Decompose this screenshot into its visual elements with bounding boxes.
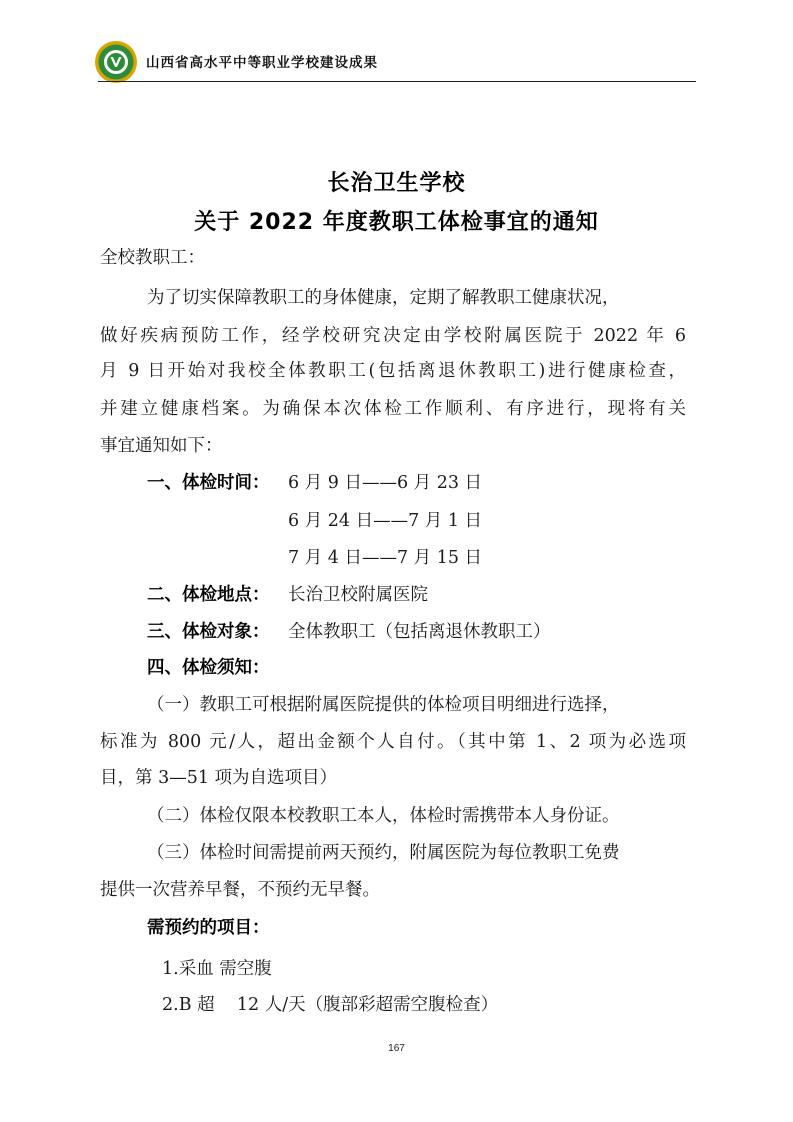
intro-line-3: 月 9 日开始对我校全体教职工(包括离退休教职工)进行健康检查， (100, 361, 686, 381)
intro-line-2: 做好疾病预防工作，经学校研究决定由学校附属医院于 2022 年 6 (100, 326, 686, 346)
time-range-3: 7 月 4 日——7 月 15 日 (288, 548, 483, 568)
header-divider (98, 81, 696, 82)
time-label: 一、体检时间： (147, 473, 270, 493)
place-value: 长治卫校附属医院 (288, 585, 428, 605)
document-title-notice: 关于 2022 年度教职工体检事宜的通知 (194, 210, 599, 235)
intro-line-1: 为了切实保障教职工的身体健康，定期了解教职工健康状况， (147, 288, 620, 308)
appointment-label: 需预约的项目： (147, 918, 270, 938)
notice-line-1: （一）教职工可根据附属医院提供的体检项目明细进行选择， (147, 695, 620, 715)
target-value: 全体教职工（包括离退休教职工） (288, 622, 551, 642)
salutation: 全校教职工： (100, 248, 205, 268)
page-header (0, 0, 793, 86)
time-range-2: 6 月 24 日——7 月 1 日 (288, 511, 483, 531)
school-emblem-logo (94, 40, 138, 84)
intro-line-5: 事宜通知如下： (100, 436, 223, 456)
place-label: 二、体检地点： (147, 585, 270, 605)
appointment-item-1: 1.采血 需空腹 (162, 959, 272, 979)
time-range-1: 6 月 9 日——6 月 23 日 (288, 473, 483, 493)
header-title: 山西省高水平中等职业学校建设成果 (146, 55, 378, 71)
appointment-item-2: 2.B 超 12 人/天（腹部彩超需空腹检查） (162, 995, 499, 1015)
notice-line-5: （三）体检时间需提前两天预约，附属医院为每位教职工免费 (147, 843, 620, 863)
notice-line-4: （二）体检仅限本校教职工本人，体检时需携带本人身份证。 (147, 806, 620, 826)
intro-line-4: 并建立健康档案。为确保本次体检工作顺利、有序进行，现将有关 (100, 399, 686, 419)
document-title-school: 长治卫生学校 (327, 171, 466, 196)
notice-line-3: 目，第 3—51 项为自选项目） (100, 768, 338, 788)
page-number: 167 (388, 1043, 405, 1054)
notice-label: 四、体检须知： (147, 658, 270, 678)
notice-line-2: 标准为 800 元/人，超出金额个人自付。（其中第 1、2 项为必选项 (100, 732, 686, 752)
target-label: 三、体检对象： (147, 622, 270, 642)
notice-line-6: 提供一次营养早餐，不预约无早餐。 (100, 880, 380, 900)
